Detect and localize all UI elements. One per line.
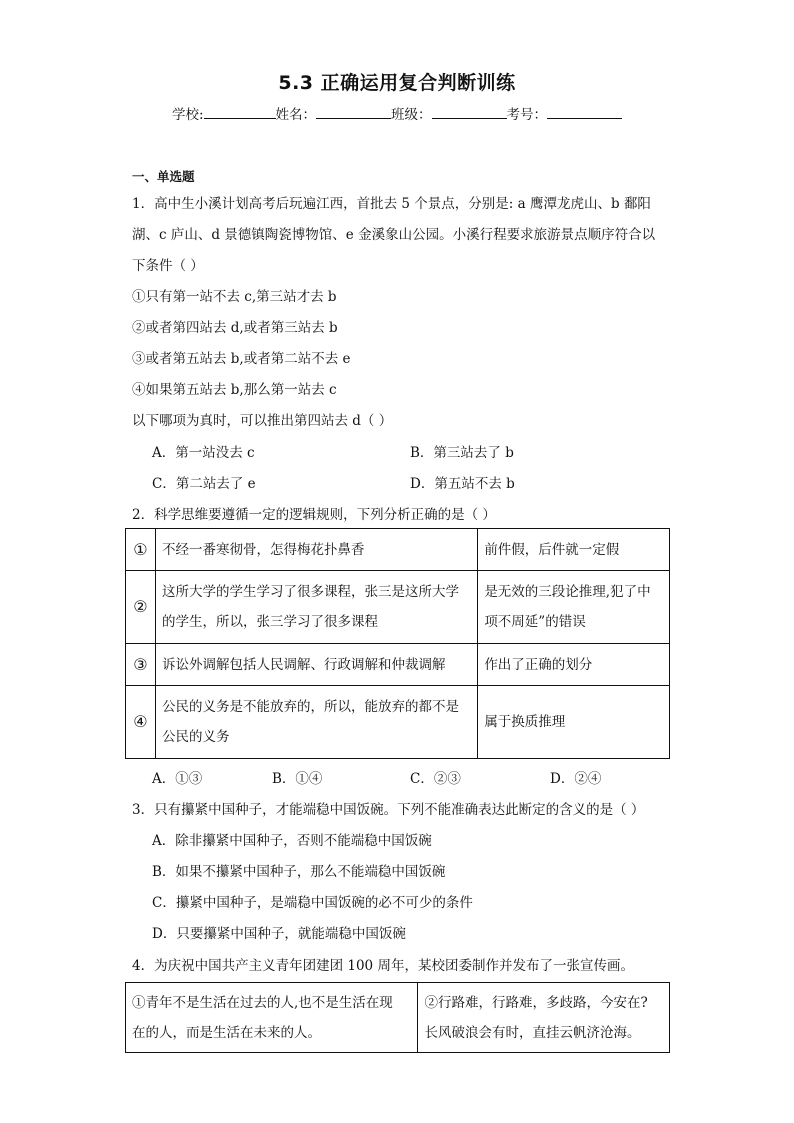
q2-table-row [126,644,670,686]
q2-row-content [155,571,477,644]
q2-row-analysis-text: 作出了正确的划分 [484,656,593,673]
q2-row-content-text: 这所大学的学生学习了很多课程，张三是这所大学 [161,584,459,600]
q2-row-analysis-text: 是无效的三段论推理,犯了中 [484,584,651,600]
q4-stem: 4．为庆祝中国共产主义青年团建团 100 周年，某校团委制作并发布了一张宣传画。 [132,958,634,974]
q4-cell-quote-2 [418,983,670,1053]
q2-table-row [126,571,670,644]
q2-row-content [155,644,477,686]
q2-row-number: ③ [126,644,156,686]
q2-row-analysis-text: 属于换质推理 [484,714,566,730]
q2-row-content-text: 诉讼外调解包括人民调解、行政调解和仲裁调解 [161,656,446,673]
section-heading-single-choice: 一、单选题 [132,169,195,184]
exam-number-blank[interactable] [547,104,622,119]
q1-condition-2: ②或者第四站去 d,或者第三站去 b [132,320,338,336]
q2-option-c[interactable]: C．②③ [410,771,461,787]
q1-condition-4: ④如果第五站去 b,那么第一站去 c [132,382,337,398]
q2-row-number: ① [126,529,156,571]
q1-option-a[interactable]: A．第一站没去 c [152,445,255,461]
q1-stem-line-2: 湖、c 庐山、d 景德镇陶瓷博物馆、e 金溪象山公园。小溪行程要求旅游景点顺序符合以 [132,227,656,243]
q2-table-row [126,529,670,571]
q2-option-a[interactable]: A．①③ [152,771,203,787]
q4-cell-text: 长风破浪会有时，直挂云帆济沧海。 [424,1024,641,1041]
q1-option-b[interactable]: B．第三站去了 b [410,445,514,461]
q1-stem-line-3: 下条件（ ） [132,258,204,274]
q2-row-content-text: 公民的义务是不能放弃的，所以，能放弃的都不是 [161,699,459,715]
q2-row-analysis [478,686,670,759]
class-blank[interactable] [432,104,507,119]
q2-option-d[interactable]: D．②④ [550,771,602,787]
q1-condition-3: ③或者第五站去 b,或者第二站不去 e [132,351,351,367]
q2-row-content-text: 公民的义务 [161,729,230,745]
q4-table [125,982,670,1053]
q1-question: 以下哪项为真时，可以推出第四站去 d（ ） [132,413,393,429]
q4-cell-text: ①青年不是生活在过去的人,也不是生活在现 [132,994,393,1011]
q4-cell-quote-1 [126,983,418,1053]
q2-table-row [126,686,670,759]
name-blank[interactable] [316,104,391,119]
exam-number-label: 考号： [506,107,548,123]
q2-row-content-text: 不经一番寒彻骨，怎得梅花扑鼻香 [161,541,365,558]
q1-option-d[interactable]: D．第五站不去 b [410,476,515,492]
q2-row-content-text: 的学生，所以，张三学习了很多课程 [161,614,378,630]
student-info-line [0,103,794,123]
q3-option-d[interactable]: D．只要攥紧中国种子，就能端稳中国饭碗 [152,926,406,942]
q1-condition-1: ①只有第一站不去 c,第三站才去 b [132,289,337,305]
q2-row-analysis [478,571,670,644]
name-label: 姓名： [275,107,317,123]
school-label: 学校: [171,107,204,123]
q2-row-content [155,529,477,571]
q1-option-c[interactable]: C．第二站去了 e [152,476,256,492]
q2-table [125,528,670,759]
class-label: 班级： [391,107,432,123]
q1-stem-line-1: 1．高中生小溪计划高考后玩遍江西，首批去 5 个景点，分别是: a 鹰潭龙虎山、b 鄱阳 [132,196,651,212]
q2-row-analysis [478,644,670,686]
page-title: 5.3 正确运用复合判断训练 [278,72,516,94]
q4-cell-text: ②行路难，行路难，多歧路，今安在? [424,994,648,1011]
q2-row-content [155,686,477,759]
school-blank[interactable] [204,104,276,119]
q3-option-b[interactable]: B．如果不攥紧中国种子，那么不能端稳中国饭碗 [152,864,446,880]
q2-option-b[interactable]: B．①④ [272,771,323,787]
q3-option-a[interactable]: A．除非攥紧中国种子，否则不能端稳中国饭碗 [152,833,432,849]
q4-table-row [126,983,670,1053]
q2-row-number: ② [126,571,156,644]
q2-stem: 2．科学思维要遵循一定的逻辑规则，下列分析正确的是（ ） [132,507,496,523]
q2-row-number: ④ [126,686,156,759]
q2-row-analysis-text: 前件假，后件就一定假 [484,541,620,558]
q2-row-analysis [478,529,670,571]
q4-cell-text: 在的人，而是生活在未来的人。 [132,1024,321,1041]
q3-option-c[interactable]: C．攥紧中国种子，是端稳中国饭碗的必不可少的条件 [152,895,473,911]
q2-row-analysis-text: 项不周延”的错误 [484,614,586,630]
q3-stem: 3．只有攥紧中国种子，才能端稳中国饭碗。下列不能准确表达此断定的含义的是（ ） [132,802,645,818]
